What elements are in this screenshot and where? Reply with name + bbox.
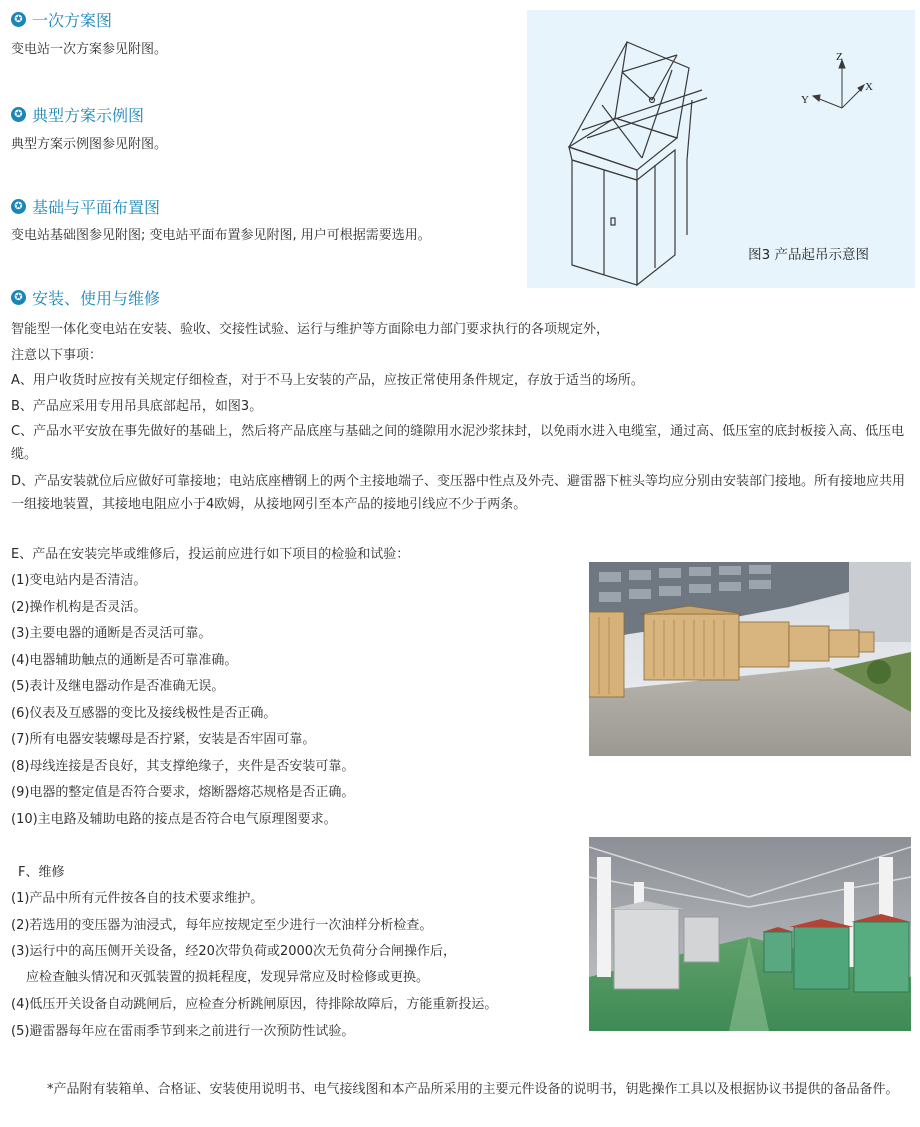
maintenance-item: (4)低压开关设备自动跳闸后，应检查分析跳闸原因，待排除故障后，方能重新投运。 — [11, 997, 498, 1012]
axis-y-label: Y — [801, 94, 809, 106]
inspection-title: E、产品在安装完毕或维修后，投运前应进行如下项目的检验和试验： — [11, 547, 410, 562]
star-circle-icon: ✪ — [11, 290, 26, 305]
section-title: 一次方案图 — [32, 11, 113, 30]
install-item-a: A、用户收货时应按有关规定仔细检查，对于不马上安装的产品，应按正常使用条件规定，存放于适当的场所。 — [11, 373, 644, 388]
section-title: 基础与平面布置图 — [32, 198, 161, 217]
footnote: *产品附有装箱单、合格证、安装使用说明书、电气接线图和本产品所采用的主要元件设备的说明书，钥匙操作工具以及根据协议书提供的备品备件。 — [47, 1082, 899, 1097]
section-text: 变电站基础图参见附图; 变电站平面布置参见附图, 用户可根据需要选用。 — [11, 228, 431, 243]
install-intro-line2: 注意以下事项： — [11, 348, 103, 363]
maintenance-item: 应检查触头情况和灭弧装置的损耗程度，发现异常应及时检修或更换。 — [26, 970, 430, 985]
star-circle-icon: ✪ — [11, 199, 26, 214]
inspection-item: (10)主电路及辅助电路的接点是否符合电气原理图要求。 — [11, 812, 337, 827]
maintenance-item: (2)若选用的变压器为油浸式，每年应按规定至少进行一次油样分析检查。 — [11, 918, 433, 933]
install-intro-line1: 智能型一体化变电站在安装、验收、交接性试验、运行与维护等方面除电力部门要求执行的各项规定外， — [11, 322, 610, 337]
section-heading-scheme — [11, 8, 112, 31]
maintenance-item: (5)避雷器每年应在雷雨季节到来之前进行一次预防性试验。 — [11, 1024, 355, 1039]
section-heading-typical — [11, 103, 144, 126]
outdoor-substations-photo — [589, 562, 911, 756]
inspection-item: (8)母线连接是否良好，其支撑绝缘子，夹件是否安装可靠。 — [11, 759, 355, 774]
inspection-item: (4)电器辅助触点的通断是否可靠准确。 — [11, 653, 238, 668]
section-title: 典型方案示例图 — [32, 106, 145, 125]
inspection-item: (2)操作机构是否灵活。 — [11, 600, 147, 615]
install-item-b: B、产品应采用专用吊具底部起吊，如图3。 — [11, 399, 263, 414]
maintenance-item: (1)产品中所有元件按各自的技术要求维护。 — [11, 891, 264, 906]
maintenance-item: (3)运行中的高压侧开关设备，经20次带负荷或2000次无负荷分合闸操作后， — [11, 944, 457, 959]
maintenance-title: F、维修 — [18, 865, 65, 880]
inspection-item: (1)变电站内是否清洁。 — [11, 573, 147, 588]
axis-z-label: Z — [836, 51, 843, 63]
axis-x-label: X — [865, 81, 873, 93]
inspection-item: (5)表计及继电器动作是否准确无误。 — [11, 679, 225, 694]
inspection-item: (9)电器的整定值是否符合要求，熔断器熔芯规格是否正确。 — [11, 785, 355, 800]
install-item-d: D、产品安装就位后应做好可靠接地；电站底座槽钢上的两个主接地端子、变压器中性点及外壳、避雷器下桩头等均应分别由安装部门接地。所有接地应共用一组接地装置，其接地电阻应小于4欧姆，从接地网引至本产品的接地引线应不少于两条。 — [11, 474, 906, 512]
install-item-c: C、产品水平安放在事先做好的基础上，然后将产品底座与基础之间的缝隙用水泥沙浆抹封，以免雨水进入电缆室，通过高、低压室的底封板接入高、低压电缆。 — [11, 424, 905, 462]
section-title: 安装、使用与维修 — [32, 289, 161, 308]
inspection-item: (3)主要电器的通断是否灵活可靠。 — [11, 626, 212, 641]
section-heading-layout — [11, 195, 160, 218]
star-circle-icon: ✪ — [11, 12, 26, 27]
lifting-diagram-figure — [527, 10, 915, 288]
figure-caption: 图3 产品起吊示意图 — [748, 247, 869, 263]
inspection-item: (6)仪表及互感器的变比及接线极性是否正确。 — [11, 706, 277, 721]
section-heading-install — [11, 286, 160, 309]
inspection-item: (7)所有电器安装螺母是否拧紧，安装是否牢固可靠。 — [11, 732, 316, 747]
star-circle-icon: ✪ — [11, 107, 26, 122]
section-text: 变电站一次方案参见附图。 — [11, 42, 168, 57]
factory-hall-photo — [589, 837, 911, 1031]
section-text: 典型方案示例图参见附图。 — [11, 137, 168, 152]
